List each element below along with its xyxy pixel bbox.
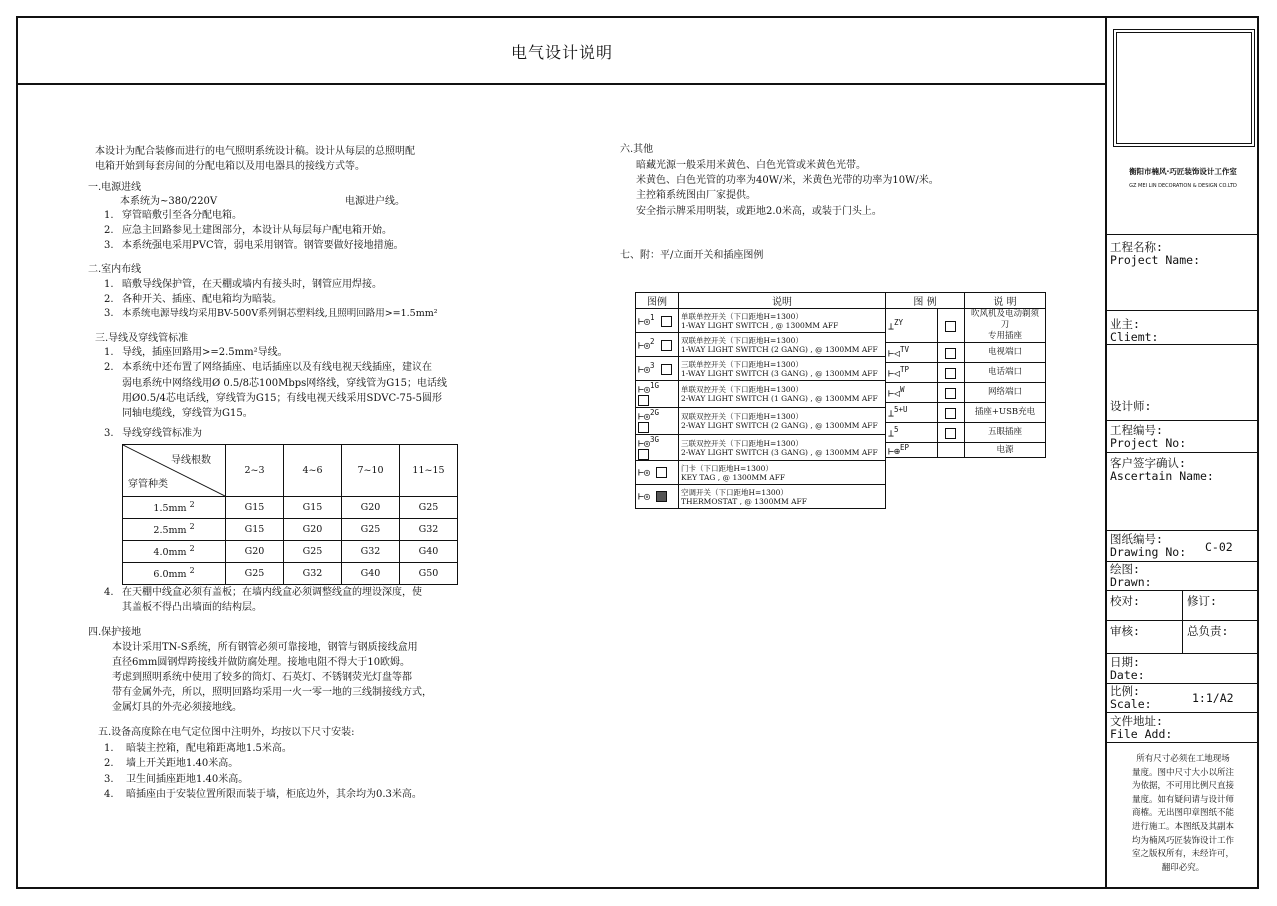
table-cell: G15 — [226, 519, 284, 541]
legend-head: 图 例 — [886, 293, 965, 309]
socket-box-icon — [945, 321, 956, 332]
desc-line: 吹风机及电动剃须刀 — [970, 309, 1039, 330]
tb-line — [1106, 742, 1259, 743]
symbol-tag: TV — [900, 345, 910, 355]
review-label: 审核: — [1110, 624, 1140, 638]
desc-cn: 双联双控开关（下口距地H=1300） — [681, 411, 803, 421]
table-cell: G20 — [284, 519, 342, 541]
keytag-box-icon — [656, 467, 667, 478]
project-name-en: Project Name: — [1110, 253, 1201, 267]
socket-icon — [937, 363, 964, 383]
switch-box-icon — [638, 395, 649, 406]
sec1-item-num: 1. — [104, 210, 114, 221]
desc-cn: 三联双控开关（下口距地H=1300） — [681, 438, 803, 448]
tb-line — [1106, 530, 1259, 531]
legend-desc — [679, 333, 886, 357]
desc-cn: 空调开关（下口距地H=1300） — [681, 487, 788, 497]
tb-line — [1106, 420, 1259, 421]
col-header: 2~3 — [226, 445, 284, 497]
sec4-line: 直径6mm圆钢焊跨接线并做防腐处理。接地电阻不得大于10欧姆。 — [112, 657, 411, 668]
table-cell: G15 — [226, 497, 284, 519]
symbol-tag: ZY — [894, 318, 904, 328]
legend-desc: 五眼插座 — [965, 423, 1046, 443]
corner-top-label: 导线根数 — [171, 455, 211, 466]
switch-legend-table — [635, 292, 886, 509]
table-cell: G32 — [284, 563, 342, 585]
legend-desc: 电话端口 — [965, 363, 1046, 383]
socket-legend-table — [885, 292, 1046, 458]
symbol-tag: 2 — [650, 337, 655, 347]
symbol-tag: 3 — [650, 361, 655, 371]
sec4-line: 带有金属外壳，所以，照明回路均采用一火一零一地的三线制接线方式， — [112, 687, 432, 698]
sec4-line: 金属灯具的外壳必须接地线。 — [112, 702, 242, 713]
row-sup: 2 — [189, 566, 195, 576]
symbol-tag: EP — [900, 443, 910, 452]
symbol-tag: TP — [900, 365, 910, 375]
thermostat-symbol: ⊢◎ — [636, 485, 679, 509]
legend-desc — [679, 407, 886, 434]
sec3-item-num: 1. — [104, 347, 114, 358]
confirm-en: Ascertain Name: — [1110, 469, 1214, 483]
phone-port-icon — [945, 368, 956, 379]
sec5-item-text: 暗插座由于安装位置所限而装于墙，柜底边外，其余均为0.3米高。 — [126, 789, 422, 800]
tb-line — [1106, 310, 1259, 311]
tb-line — [1106, 234, 1259, 235]
symbol-tag: 2G — [650, 407, 660, 417]
legend-desc — [679, 485, 886, 509]
row-size: 6.0mm — [153, 569, 187, 581]
tb-line — [1106, 620, 1259, 621]
socket-symbol: ⊢◁$^{TP}$ — [886, 363, 938, 383]
sec6-head: 六.其他 — [620, 144, 654, 155]
project-name-cn: 工程名称: — [1110, 240, 1163, 254]
sec1-line0b: 电源进户线。 — [345, 196, 405, 207]
sec6-line: 米黄色、白色光管的功率为40W/米，米黄色光带的功率为10W/米。 — [636, 175, 939, 186]
note-line: 进行施工。本图纸及其副本 — [1131, 821, 1234, 832]
note-line: 室之版权所有，未经许可， — [1131, 849, 1234, 860]
socket-icon — [937, 403, 964, 423]
sec2-item-text: 暗敷导线保护管，在天棚或墙内有接头时，钢管应用焊接。 — [122, 279, 382, 290]
table-cell: G20 — [342, 497, 400, 519]
table-cell: G25 — [226, 563, 284, 585]
sec3-item-text: 本系统中还布置了网络插座、电话插座以及有线电视天线插座，建议在 — [122, 362, 432, 373]
sec1-item-text: 应急主回路参见土建图部分，本设计从每层每户配电箱开始。 — [122, 225, 392, 236]
table-cell: G20 — [226, 541, 284, 563]
revise-label: 修订: — [1187, 594, 1217, 608]
table-cell: G40 — [342, 563, 400, 585]
company-name-en: GZ MEI LIN DECORATION & DESIGN CO.LTD — [1129, 183, 1237, 189]
symbol-tag: W — [900, 385, 905, 395]
intro-line-1: 本设计为配合装修而进行的电气照明系统设计稿。设计从每层的总照明配 — [95, 146, 415, 157]
sec5-item-num: 2. — [104, 758, 114, 769]
date-en: Date: — [1110, 668, 1145, 682]
table-cell: G40 — [400, 541, 458, 563]
check-label: 校对: — [1110, 594, 1140, 608]
socket-symbol: ⊢◁$^{TV}$ — [886, 343, 938, 363]
col-header: 11~15 — [400, 445, 458, 497]
legend-desc: 电源 — [965, 443, 1046, 458]
sec7-head: 七、附：平/立面开关和插座图例 — [620, 250, 764, 261]
company-name-cn: 衡阳市楠风·巧匠装饰设计工作室 — [1129, 167, 1237, 176]
desc-line: 专用插座 — [987, 331, 1022, 341]
sec3-item-text: 在天棚中线盒必须有盖板；在墙内线盒必须调整线盒的埋设深度，使 — [122, 587, 422, 598]
client-cn: 业主: — [1110, 317, 1140, 331]
table-cell: G32 — [400, 519, 458, 541]
sec5-item-num: 1. — [104, 743, 114, 754]
tb-line — [1106, 452, 1259, 453]
desc-cn: 双联单控开关（下口距地H=1300） — [681, 335, 803, 345]
socket-symbol: ⊥$^{5+U}$ — [886, 403, 938, 423]
sec3-item-num: 2. — [104, 362, 114, 373]
row-header — [123, 563, 226, 585]
switch-symbol: ⊢◎$^3$ — [636, 357, 679, 381]
sec2-item-num: 3. — [104, 308, 114, 319]
switch-box-icon — [661, 364, 672, 375]
network-port-icon — [945, 388, 956, 399]
sec5-item-text: 暗装主控箱，配电箱距离地1.5米高。 — [126, 743, 292, 754]
sec3-item-num: 4. — [104, 587, 114, 598]
drawing-no-cn: 图纸编号: — [1110, 532, 1163, 546]
switch-symbol: ⊢◎$^{1G}$ — [636, 381, 679, 408]
sec1-line0a: 本系统为~380/220V — [120, 196, 218, 207]
date-cn: 日期: — [1110, 655, 1140, 669]
row-size: 4.0mm — [153, 547, 187, 559]
col-header: 7~10 — [342, 445, 400, 497]
socket-icon — [937, 309, 964, 343]
legend-desc: 电视端口 — [965, 343, 1046, 363]
designer-label: 设计师: — [1110, 399, 1152, 413]
legend-desc — [679, 434, 886, 461]
socket-icon — [937, 383, 964, 403]
chief-label: 总负责: — [1187, 624, 1229, 638]
row-header — [123, 541, 226, 563]
sec3-item-text: 其盖板不得凸出墙面的结构层。 — [122, 602, 262, 613]
table-cell: G32 — [342, 541, 400, 563]
socket-symbol: ⊢⊕$^{EP}$ — [886, 443, 938, 458]
sec4-line: 本设计采用TN-S系统，所有钢管必须可靠接地，钢管与钢质接线盒用 — [112, 642, 418, 653]
drawing-no-en: Drawing No: — [1110, 545, 1187, 559]
row-sup: 2 — [189, 500, 195, 510]
desc-cn: 单联双控开关（下口距地H=1300） — [681, 384, 803, 394]
desc-cn: 门卡（下口距地H=1300） — [681, 463, 773, 473]
switch-symbol: ⊢◎$^{2G}$ — [636, 407, 679, 434]
sec5-head: 五.设备高度除在电气定位图中注明外，均按以下尺寸安装: — [98, 727, 355, 738]
sec5-item-num: 4. — [104, 789, 114, 800]
sec3-item-text: 导线穿线管标准为 — [122, 428, 202, 439]
table-cell: G25 — [400, 497, 458, 519]
desc-en: 2-WAY LIGHT SWITCH (2 GANG) , @ 1300MM AFF — [681, 420, 878, 430]
sec5-item-num: 3. — [104, 774, 114, 785]
switch-box-icon — [661, 316, 672, 327]
socket-icon — [937, 423, 964, 443]
legend-desc — [965, 309, 1046, 343]
sec3-item-text: 同轴电缆线，穿线管为G15。 — [122, 408, 253, 419]
legend-desc: 网络端口 — [965, 383, 1046, 403]
legend-head: 图例 — [636, 293, 679, 309]
legend-desc: 插座+USB充电 — [965, 403, 1046, 423]
drawn-en: Drawn: — [1110, 575, 1152, 589]
row-header — [123, 519, 226, 541]
legend-head: 说 明 — [965, 293, 1046, 309]
sec4-head: 四.保护接地 — [88, 627, 142, 638]
sec6-line: 主控箱系统图由厂家提供。 — [636, 190, 756, 201]
corner-cell — [123, 445, 226, 497]
col-header: 4~6 — [284, 445, 342, 497]
sec2-head: 二.室内布线 — [88, 264, 142, 275]
tb-line — [1106, 344, 1259, 345]
tb-line — [1106, 653, 1259, 654]
legend-desc — [679, 309, 886, 333]
thermostat-box-icon — [656, 491, 667, 502]
desc-cn: 三联单控开关（下口距地H=1300） — [681, 359, 803, 369]
sec3-item-text: 用Ø0.5/4芯电话线，穿线管为G15；有线电视天线采用SDVC-75-5圆形 — [122, 393, 442, 404]
legend-desc — [679, 381, 886, 408]
five-hole-socket-icon — [945, 428, 956, 439]
scale-cn: 比例: — [1110, 684, 1140, 698]
desc-en: 1-WAY LIGHT SWITCH , @ 1300MM AFF — [681, 320, 839, 330]
symbol-tag: 3G — [650, 434, 660, 444]
drawing-no-value: C-02 — [1205, 540, 1233, 554]
socket-symbol: ⊥$^5$ — [886, 423, 938, 443]
legend-head: 说明 — [679, 293, 886, 309]
logo-frame-inner — [1116, 32, 1252, 144]
intro-line-2: 电箱开始到每套房间的分配电箱以及用电器具的接线方式等。 — [95, 161, 365, 172]
sec5-item-text: 墙上开关距地1.40米高。 — [126, 758, 239, 769]
switch-box-icon — [661, 340, 672, 351]
desc-en: THERMOSTAT , @ 1300MM AFF — [681, 496, 807, 506]
page-title: 电气设计说明 — [510, 43, 613, 62]
symbol-tag: 1G — [650, 381, 660, 390]
sec2-item-num: 2. — [104, 294, 114, 305]
note-line: 为依据，不可用比例尺直接 — [1131, 781, 1234, 792]
project-no-cn: 工程编号: — [1110, 423, 1163, 437]
tb-vline — [1182, 590, 1183, 653]
sec5-item-text: 卫生间插座距地1.40米高。 — [126, 774, 249, 785]
sec1-item-num: 3. — [104, 240, 114, 251]
confirm-cn: 客户签字确认: — [1110, 456, 1186, 470]
sec1-item-text: 穿管暗敷引至各分配电箱。 — [122, 210, 242, 221]
keytag-symbol: ⊢◎ — [636, 461, 679, 485]
table-cell: G15 — [284, 497, 342, 519]
socket-symbol: ⊥$^{ZY}$ — [886, 309, 938, 343]
drawn-cn: 绘图: — [1110, 562, 1140, 576]
symbol-tag: 5+U — [894, 405, 908, 415]
desc-en: KEY TAG , @ 1300MM AFF — [681, 472, 786, 482]
desc-cn: 单联单控开关（下口距地H=1300） — [681, 311, 803, 321]
switch-box-icon — [638, 449, 649, 460]
symbol-tag: 5 — [894, 425, 899, 435]
client-en: Cliemt: — [1110, 330, 1159, 344]
desc-en: 2-WAY LIGHT SWITCH (3 GANG) , @ 1300MM AFF — [681, 447, 878, 457]
legend-desc — [679, 357, 886, 381]
usb-socket-icon — [945, 408, 956, 419]
switch-symbol: ⊢◎$^{3G}$ — [636, 434, 679, 461]
file-add-cn: 文件地址: — [1110, 714, 1163, 728]
note-line: 商榷。无出图印章图纸不能 — [1131, 808, 1234, 819]
socket-icon — [937, 343, 964, 363]
row-header — [123, 497, 226, 519]
row-sup: 2 — [189, 522, 195, 532]
sec3-head: 三.导线及穿线管标准 — [95, 333, 189, 344]
sec3-item-num: 3. — [104, 428, 114, 439]
sec3-item-text: 导线，插座回路用>=2.5mm²导线。 — [122, 347, 288, 358]
note-line: 均为楠风巧匠装饰设计工作 — [1131, 835, 1234, 846]
sec2-item-text: 本系统电源导线均采用BV-500V系列铜芯塑料线,且照明回路用>=1.5mm² — [122, 308, 438, 319]
desc-en: 1-WAY LIGHT SWITCH (3 GANG) , @ 1300MM AFF — [681, 368, 878, 378]
note-line: 翻印必究。 — [1161, 862, 1205, 873]
table-cell: G50 — [400, 563, 458, 585]
tv-port-icon — [945, 348, 956, 359]
scale-value: 1:1/A2 — [1192, 691, 1234, 705]
switch-box-icon — [638, 422, 649, 433]
sec2-item-num: 1. — [104, 279, 114, 290]
table-cell: G25 — [284, 541, 342, 563]
corner-bottom-label: 穿管种类 — [128, 479, 168, 490]
sec3-item-text: 弱电系统中网络线用Ø 0.5/8芯100Mbps网络线，穿线管为G15；电话线 — [122, 378, 447, 389]
note-line: 所有尺寸必须在工地现场 — [1136, 754, 1230, 764]
socket-icon — [937, 443, 964, 458]
pipe-standard-table — [122, 444, 458, 585]
row-size: 1.5mm — [153, 503, 187, 515]
sec1-item-text: 本系统强电采用PVC管，弱电采用钢管。钢管要做好接地措施。 — [122, 240, 404, 251]
note-line: 量度。如有疑问请与设计师 — [1131, 794, 1234, 805]
sec1-head: 一.电源进线 — [88, 182, 142, 193]
sec6-line: 安全指示牌采用明装，或距地2.0米高，或装于门头上。 — [636, 206, 882, 217]
table-cell: G25 — [342, 519, 400, 541]
title-divider — [16, 83, 1106, 85]
desc-en: 1-WAY LIGHT SWITCH (2 GANG) , @ 1300MM AFF — [681, 344, 878, 354]
row-size: 2.5mm — [153, 525, 187, 537]
sec2-item-text: 各种开关、插座、配电箱均为暗装。 — [122, 294, 282, 305]
legend-desc — [679, 461, 886, 485]
socket-symbol: ⊢◁$^W$ — [886, 383, 938, 403]
file-add-en: File Add: — [1110, 727, 1173, 741]
sec4-line: 考虑到照明系统中使用了较多的筒灯、石英灯、不锈钢荧光灯盘等都 — [112, 672, 412, 683]
switch-symbol: ⊢◎$^1$ — [636, 309, 679, 333]
copyright-note — [1110, 753, 1256, 875]
project-no-en: Project No: — [1110, 436, 1187, 450]
scale-en: Scale: — [1110, 697, 1152, 711]
sec6-line: 暗藏光源一般采用米黄色、白色光管或米黄色光带。 — [636, 160, 866, 171]
symbol-tag: 1 — [650, 313, 655, 323]
desc-en: 2-WAY LIGHT SWITCH (1 GANG) , @ 1300MM AFF — [681, 393, 878, 403]
tb-line — [1106, 712, 1259, 713]
sec1-item-num: 2. — [104, 225, 114, 236]
note-line: 量度。图中尺寸大小以所注 — [1131, 767, 1234, 778]
switch-symbol: ⊢◎$^2$ — [636, 333, 679, 357]
row-sup: 2 — [189, 544, 195, 554]
